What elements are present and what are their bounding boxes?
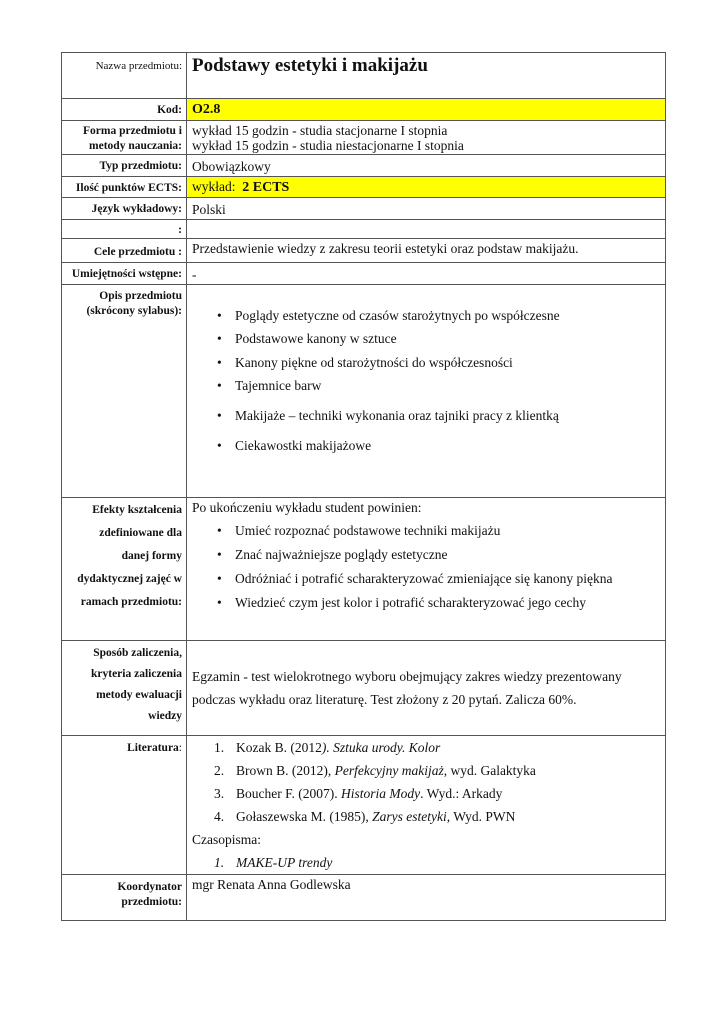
label-sposob-line: Sposób zaliczenia, xyxy=(93,647,182,659)
item-number: 1. xyxy=(214,740,225,755)
item-title: MAKE-UP trendy xyxy=(236,855,333,870)
label-koordynator xyxy=(62,875,187,921)
label-ects: Ilość punktów ECTS: xyxy=(62,177,187,198)
label-sposob-line: kryteria zaliczenia xyxy=(90,668,182,680)
umiejetnosci-value: - xyxy=(187,263,666,285)
item-title: Perfekcyjny makijaż xyxy=(334,763,444,778)
label-literatura-text: Literatura xyxy=(127,742,179,754)
literatura-list xyxy=(192,736,661,828)
list-item: • Wiedzieć czym jest kolor i potrafić scharakteryzować jego cechy xyxy=(217,595,661,610)
label-umiejetnosci: Umiejętności wstępne: xyxy=(62,263,187,285)
item-text: , Wyd. PWN xyxy=(446,809,516,824)
label-literatura-colon: : xyxy=(178,742,182,754)
label-opis-line1: Opis przedmiotu xyxy=(99,290,182,302)
label-sposob-line: metody ewaluacji xyxy=(96,689,182,701)
label-empty: : xyxy=(62,220,187,239)
label-efekty-line: ramach przedmiotu: xyxy=(80,596,182,608)
row-koordynator xyxy=(62,875,666,921)
label-efekty-line: zdefiniowane dla xyxy=(99,527,182,539)
row-typ xyxy=(62,155,666,177)
list-item: • Odróżniać i potrafić scharakteryzować zmieniające się kanony piękna xyxy=(217,571,661,586)
cele-value: Przedstawienie wiedzy z zakresu teorii estetyki oraz podstaw makijażu. xyxy=(187,239,666,263)
ects-value: 2 ECTS xyxy=(242,180,290,195)
item-title: ). Sztuka urody. Kolor xyxy=(321,740,441,755)
label-cele: Cele przedmiotu : xyxy=(62,239,187,263)
item-text: Boucher F. (2007). xyxy=(236,786,342,801)
label-opis xyxy=(62,285,187,498)
list-item xyxy=(214,736,661,759)
label-sposob xyxy=(62,641,187,736)
label-forma-line2: metody nauczania: xyxy=(89,140,182,152)
sposob-line2: podczas wykładu oraz literaturę. Test złożony z 20 pytań. Zalicza 60%. xyxy=(192,692,577,707)
czasopisma-list xyxy=(192,851,661,874)
label-kod: Kod: xyxy=(62,99,187,121)
forma-line1: wykład 15 godzin - studia stacjonarne I stopnia xyxy=(192,123,448,138)
list-item: • Umieć rozpoznać podstawowe techniki makijażu xyxy=(217,523,661,538)
item-number: 1. xyxy=(214,855,225,870)
label-typ: Typ przedmiotu: xyxy=(62,155,187,177)
label-efekty-line: danej formy xyxy=(121,550,182,562)
item-number: 4. xyxy=(214,809,225,824)
item-text: Kozak B. (2012 xyxy=(236,740,322,755)
label-forma xyxy=(62,121,187,155)
list-item: • Kanony piękne od starożytności do współczesności xyxy=(217,355,661,370)
row-kod xyxy=(62,99,666,121)
list-item xyxy=(214,851,661,874)
item-title: Historia Mody xyxy=(341,786,421,801)
list-item: • Tajemnice barw xyxy=(217,378,661,393)
label-jezyk: Język wykładowy: xyxy=(62,198,187,220)
row-sposob xyxy=(62,641,666,736)
czasopisma-label: Czasopisma: xyxy=(192,832,261,847)
typ-value: Obowiązkowy xyxy=(187,155,666,177)
course-title: Podstawy estetyki i makijażu xyxy=(192,55,428,76)
list-item xyxy=(214,805,661,828)
list-item: • Makijaże – techniki wykonania oraz tajniki pracy z klientką xyxy=(217,408,661,423)
label-sposob-line: wiedzy xyxy=(148,710,182,722)
syllabus-table xyxy=(61,52,666,921)
row-efekty xyxy=(62,498,666,641)
item-text: Brown B. (2012), xyxy=(236,763,335,778)
forma-line2: wykład 15 godzin - studia niestacjonarne I stopnia xyxy=(192,138,464,153)
list-item xyxy=(214,759,661,782)
syllabus-sheet xyxy=(61,52,665,921)
label-nazwa: Nazwa przedmiotu: xyxy=(62,53,187,99)
jezyk-value: Polski xyxy=(187,198,666,220)
label-literatura xyxy=(62,736,187,875)
row-literatura xyxy=(62,736,666,875)
item-number: 3. xyxy=(214,786,225,801)
label-efekty-line: dydaktycznej zajęć w xyxy=(77,573,182,585)
item-text: , wyd. Galaktyka xyxy=(443,763,536,778)
row-opis xyxy=(62,285,666,498)
label-koordynator-line1: Koordynator xyxy=(117,881,182,893)
row-umiejetnosci xyxy=(62,263,666,285)
koordynator-value: mgr Renata Anna Godlewska xyxy=(187,875,666,921)
ects-prefix: wykład: xyxy=(192,179,236,194)
label-forma-line1: Forma przedmiotu i xyxy=(82,125,182,137)
label-koordynator-line2: przedmiotu: xyxy=(121,896,182,908)
row-ects xyxy=(62,177,666,198)
row-cele xyxy=(62,239,666,263)
row-nazwa xyxy=(62,53,666,99)
list-item: • Podstawowe kanony w sztuce xyxy=(217,331,661,346)
efekty-intro: Po ukończeniu wykładu student powinien: xyxy=(192,500,422,515)
label-opis-line2: (skrócony sylabus): xyxy=(86,305,182,317)
list-item: • Znać najważniejsze poglądy estetyczne xyxy=(217,547,661,562)
course-code: O2.8 xyxy=(192,102,221,117)
list-item: • Ciekawostki makijażowe xyxy=(217,438,661,453)
sposob-line1: Egzamin - test wielokrotnego wyboru obejmujący zakres wiedzy prezentowany xyxy=(192,669,622,684)
row-empty xyxy=(62,220,666,239)
row-jezyk xyxy=(62,198,666,220)
list-item xyxy=(214,782,661,805)
label-efekty xyxy=(62,498,187,641)
item-title: Zarys estetyki xyxy=(372,809,447,824)
item-text: . Wyd.: Arkady xyxy=(420,786,503,801)
item-number: 2. xyxy=(214,763,225,778)
label-efekty-line: Efekty kształcenia xyxy=(92,504,182,516)
item-text: Gołaszewska M. (1985), xyxy=(236,809,373,824)
efekty-list xyxy=(192,523,661,610)
list-item: • Poglądy estetyczne od czasów starożytnych po współczesne xyxy=(217,308,661,323)
row-forma xyxy=(62,121,666,155)
opis-list xyxy=(192,308,661,453)
